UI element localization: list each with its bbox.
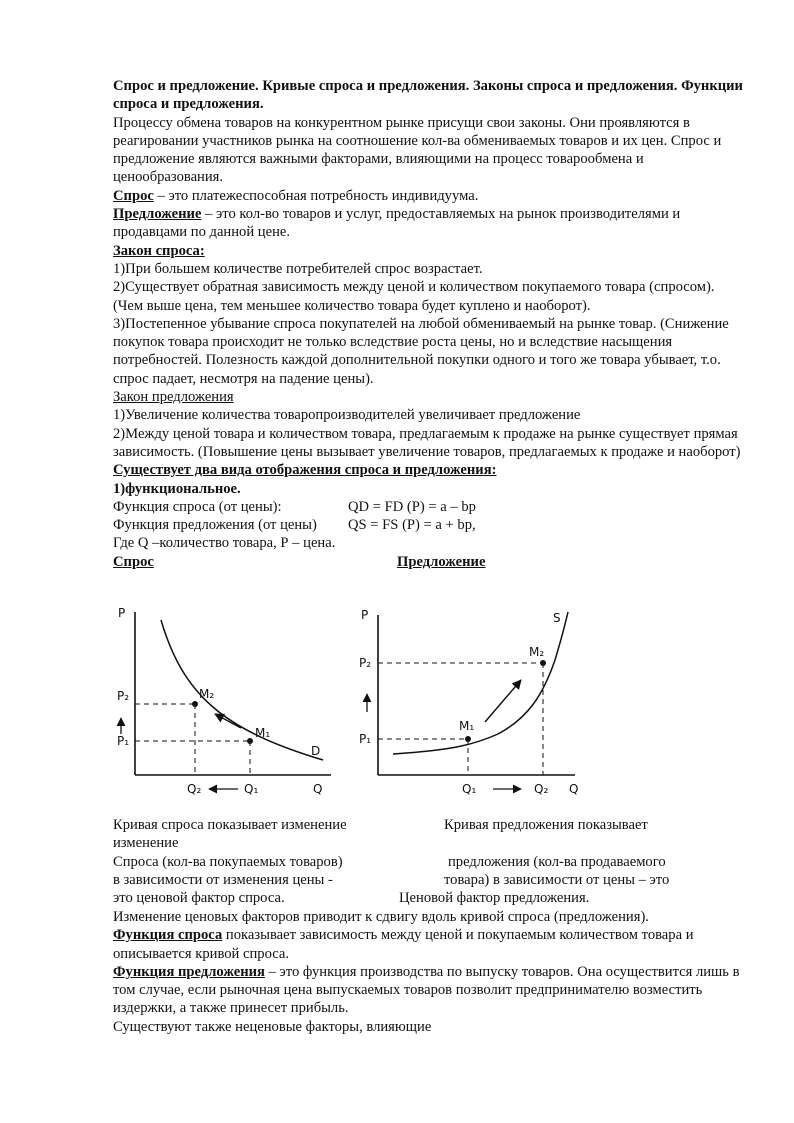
- func-demand-formula: QD = FD (P) = a – bp: [348, 498, 476, 515]
- supply-m2-label: M₂: [529, 645, 545, 659]
- law-supply-heading: Закон предложения: [113, 389, 234, 406]
- cap-left: в зависимости от изменения цены -: [113, 871, 333, 888]
- shift-note: Изменение ценовых факторов приводит к сдвигу вдоль кривой спроса (предложения).: [113, 909, 649, 925]
- demand-q2-label: Q₂: [187, 782, 202, 796]
- intro-paragraph: Процессу обмена товаров на конкурентном рынке присущи свои законы. Они проявляются в реагировании участников рынка на соотношение кол-ва обмениваемых товаров и их цен. Спрос и предложение являются важными факторами, влияющими на процесс товарообмена и ценообразования.: [113, 114, 722, 186]
- cap-left: Кривая спроса показывает изменение: [113, 817, 347, 833]
- supply-q2-label: Q₂: [534, 782, 549, 796]
- law-demand-item: 1)При большем количестве потребителей спрос возрастает.: [113, 260, 483, 277]
- cap-right: товара) в зависимости от цены – это: [444, 871, 670, 888]
- law-supply-item: 1)Увеличение количества товаропроизводителей увеличивает предложение: [113, 407, 581, 424]
- graphs-figure: [113, 600, 603, 810]
- supply-definition: [113, 205, 743, 242]
- nonprice-note: Существуют также неценовые факторы, влияющие: [113, 1018, 432, 1035]
- graph-captions: [113, 816, 743, 907]
- demand-move-arrow: [215, 714, 241, 728]
- func-demand-label: Функция спроса (от цены):: [113, 498, 282, 515]
- cap-left: изменение: [113, 835, 179, 852]
- demand-q-label: Q: [313, 782, 323, 796]
- law-demand-item: 2)Существует обратная зависимость между ценой и количеством покупаемого товара (спросом). (Чем выше цена, тем меньшее количество товара будет куплено и наоборот).: [113, 279, 715, 314]
- cap-right: предложения (кол-ва продаваемого: [448, 853, 666, 870]
- func-demand-row: [113, 498, 743, 516]
- demand-p1-label: P₁: [117, 734, 130, 748]
- demand-q1-label: Q₁: [244, 782, 259, 796]
- demand-m1-label: M₁: [255, 726, 271, 740]
- cap-right: Ценовой фактор предложения.: [399, 890, 590, 907]
- supply-curve-label: S: [553, 611, 561, 625]
- demand-curve-label: D: [311, 744, 321, 758]
- supply-graph: [359, 608, 578, 796]
- supply-text: – это кол-во товаров и услуг, предоставляемых на рынок производителями и продавцами по данной цене.: [113, 206, 681, 241]
- law-demand-item: 3)Постепенное убывание спроса покупателей на любой обмениваемый на рынке товар. (Снижение покупок товара происходит не только вследствие роста цены, но и вследствие насыщения потребностей. Полезность каждой дополнительной покупки одного и того же товара убывает, т.о. спрос падает, несмотря на падение цены).: [113, 315, 729, 387]
- cap-left: Спроса (кол-ва покупаемых товаров): [113, 853, 343, 870]
- func-supply-definition: [113, 963, 743, 1018]
- supply-m1-label: M₁: [459, 719, 475, 733]
- supply-term: Предложение: [113, 206, 202, 223]
- demand-term: Спрос: [113, 187, 154, 204]
- closing-section: [113, 908, 743, 1036]
- supply-curve: [393, 612, 568, 754]
- func-supply-text: – это функция производства по выпуску товаров. Она осуществится лишь в том случае, если рыночная цена выпускаемых товаров позволит предпринимателю возместить издержки, а также принесет прибыль.: [113, 963, 740, 1017]
- func-demand-term: Функция спроса: [113, 927, 223, 944]
- func-supply-row: [113, 516, 743, 534]
- func-supply-formula: QS = FS (P) = a + bp,: [348, 517, 476, 534]
- supply-p-label: P: [361, 608, 369, 622]
- functional-heading: 1)функциональное.: [113, 480, 241, 497]
- graph-demand-title: Спрос: [113, 553, 154, 570]
- demand-curve: [161, 620, 323, 760]
- where-note: Где Q –количество товара, Р – цена.: [113, 535, 336, 552]
- graph-titles: [113, 553, 743, 577]
- func-supply-term: Функция предложения: [113, 963, 265, 980]
- law-supply-item: 2)Между ценой товара и количеством товара, предлагаемым к продаже на рынке существует прямая зависимость. (Повышение цены вызывает увеличение товаров, предлагаемых к продаже и наоборот): [113, 425, 741, 460]
- demand-text: – это платежеспособная потребность индивидуума.: [153, 187, 479, 204]
- supply-q1-label: Q₁: [462, 782, 477, 796]
- func-supply-label: Функция предложения (от цены): [113, 517, 317, 534]
- supply-p1-label: P₁: [359, 732, 372, 746]
- demand-m2-label: M₂: [199, 687, 215, 701]
- two-types-heading: Существует два вида отображения спроса и предложения:: [113, 462, 497, 479]
- point-m2: [192, 701, 198, 707]
- law-demand-heading: Закон спроса:: [113, 242, 205, 259]
- supply-q-label: Q: [569, 782, 579, 796]
- demand-p2-label: P₂: [117, 689, 130, 703]
- graph-supply-title: Предложение: [397, 553, 486, 570]
- point-m1: [247, 738, 253, 744]
- supply-move-arrow: [485, 680, 521, 722]
- cap-left: это ценовой фактор спроса.: [113, 890, 285, 907]
- supply-p2-label: P₂: [359, 656, 372, 670]
- demand-p-label: P: [118, 606, 126, 620]
- point-m2-s: [540, 660, 546, 666]
- demand-definition: [113, 187, 743, 205]
- demand-graph: [117, 606, 331, 796]
- document-title: Спрос и предложение. Кривые спроса и предложения. Законы спроса и предложения. Функции спроса и предложения.: [113, 78, 743, 113]
- document-body: [113, 77, 743, 577]
- cap-right: Кривая предложения показывает: [444, 817, 648, 833]
- point-m1-s: [465, 736, 471, 742]
- func-demand-definition: [113, 926, 743, 963]
- func-demand-text: показывает зависимость между ценой и покупаемым количеством товара и описывается кривой спроса.: [113, 927, 694, 962]
